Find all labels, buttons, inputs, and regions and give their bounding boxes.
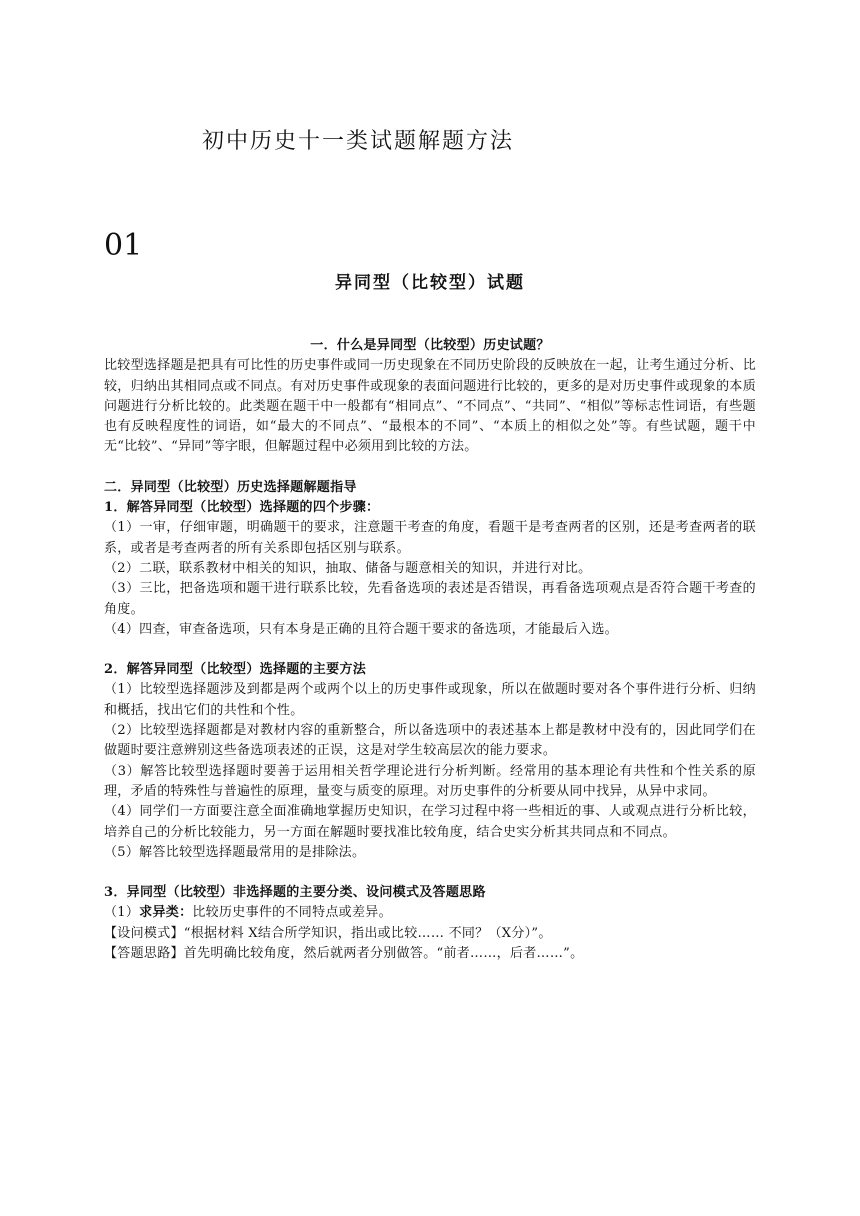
list-item: （2）二联，联系教材中相关的知识，抽取、储备与题意相关的知识，并进行对比。 [104, 560, 592, 576]
list-item: （4）四查，审查备选项，只有本身是正确的且符合题干要求的备选项，才能最后入选。 [104, 621, 618, 637]
spacer [104, 640, 756, 660]
part1-heading: 一．什么是异同型（比较型）历史试题？ [310, 338, 550, 353]
spacer [104, 458, 756, 478]
list-item: （5）解答比较型选择题最常用的是排除法。 [104, 844, 366, 860]
list-item: （1）比较型选择题涉及到都是两个或两个以上的历史事件或现象，所以在做题时要对各个事件进行分析、归纳和概括，找出它们的共性和个性。 [104, 682, 756, 718]
list-item: （3）解答比较型选择题时要善于运用相关哲学理论进行分析判断。经常用的基本理论有共性和个性关系的原理，矛盾的特殊性与普遍性的原理，量变与质变的原理。对历史事件的分析要从同中找异，从异中求同。 [104, 763, 756, 799]
document-title: 初中历史十一类试题解题方法 [202, 129, 515, 154]
document-body [104, 336, 756, 964]
sub3-heading: 3．异同型（比较型）非选择题的主要分类、设问模式及答题思路 [104, 885, 486, 901]
part2-heading: 二．异同型（比较型）历史选择题解题指导 [104, 479, 357, 495]
list-item: （2）比较型选择题都是对教材内容的重新整合，所以备选项中的表述基本上都是教材中没有的，因此同学们在做题时要注意辨别这些备选项表述的正误，这是对学生较高层次的能力要求。 [104, 723, 756, 759]
part1-paragraph: 比较型选择题是把具有可比性的历史事件或同一历史现象在不同历史阶段的反映放在一起，让考生通过分析、比较，归纳出其相同点或不同点。有对历史事件或现象的表面问题进行比较的，更多的是对历史事件或现象的本质问题进行分析比较的。此类题在题干中一般都有“相同点”、“不同点”、“共同”、“相似”等标志性词语，有些题也有反映程度性的词语，如“最大的不同点”、“最根本的不同”、“本质上的相似之处”等。有些试题，题干中无“比较”、“异同”等字眼，但解题过程中必须用到比较的方法。 [104, 358, 756, 455]
spacer [104, 863, 756, 883]
list-item: （3）三比，把备选项和题干进行联系比较，先看备选项的表述是否错误，再看备选项观点是否符合题干考查的角度。 [104, 581, 756, 617]
type1-prefix: （1） [104, 905, 140, 921]
type1-label: 求异类： [139, 905, 193, 921]
question-pattern: 【设问模式】“根据材料 X结合所学知识，指出或比较…… 不同？（X分）”。 [104, 925, 552, 941]
list-item: （4）同学们一方面要注意全面准确地掌握历史知识，在学习过程中将一些相近的事、人或观点进行分析比较，培养自己的分析比较能力，另一方面在解题时要找准比较角度，结合史实分析其共同点和不同点。 [104, 804, 756, 840]
sub2-heading: 2．解答异同型（比较型）选择题的主要方法 [104, 662, 367, 678]
sub1-heading: 1．解答异同型（比较型）选择题的四个步骤： [104, 500, 380, 516]
list-item: （1）一审，仔细审题，明确题干的要求，注意题干考查的角度，看题干是考查两者的区别，还是考查两者的联系，或者是考查两者的所有关系即包括区别与联系。 [104, 520, 756, 556]
section-number: 01 [104, 228, 143, 263]
section-title: 异同型（比较型）试题 [335, 273, 525, 293]
answer-approach: 【答题思路】首先明确比较角度，然后就两者分别做答。“前者……，后者……”。 [104, 946, 584, 962]
type1-line [104, 903, 756, 923]
type1-text: 比较历史事件的不同特点或差异。 [192, 905, 392, 921]
